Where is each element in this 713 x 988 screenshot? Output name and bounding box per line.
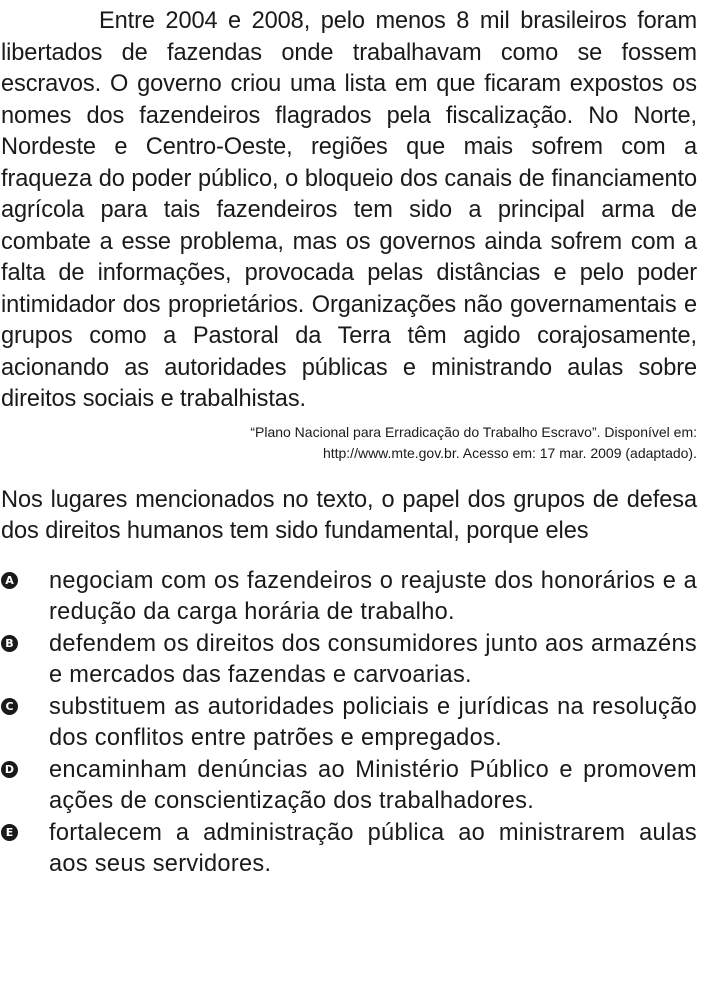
- answer-options: [1, 566, 697, 881]
- option-d-text: encaminham denúncias ao Ministério Público e promovem ações de conscientização dos trabalhadores.: [49, 756, 697, 814]
- option-c-letter-badge: C: [1, 698, 18, 715]
- option-e-text: fortalecem a administração pública ao ministrarem aulas aos seus servidores.: [49, 819, 697, 877]
- citation-line-1: “Plano Nacional para Erradicação do Trabalho Escravo”. Disponível em:: [250, 423, 697, 440]
- option-a-text: negociam com os fazendeiros o reajuste dos honorários e a redução da carga horária de trabalho.: [49, 567, 697, 625]
- option-d-letter-badge: D: [1, 761, 18, 778]
- option-b[interactable]: [1, 629, 697, 692]
- source-citation: [1, 422, 697, 464]
- passage-text: Entre 2004 e 2008, pelo menos 8 mil brasileiros foram libertados de fazendas onde trabalhavam como se fossem escravos. O governo criou uma lista em que ficaram expostos os nomes dos fazendeiros flagrados pela fiscalização. No Norte, Nordeste e Centro-Oeste, regiões que mais sofrem com a fraqueza do poder público, o bloqueio dos canais de financiamento agrícola para tais fazendeiros tem sido a principal arma de combate a esse problema, mas os governos ainda sofrem com a falta de informações, provocada pelas distâncias e pelo poder intimidador dos proprietários. Organizações não governamentais e grupos como a Pastoral da Terra têm agido corajosamente, acionando as autoridades públicas e ministrando aulas sobre direitos sociais e trabalhistas.: [1, 8, 697, 412]
- question-stem: Nos lugares mencionados no texto, o papel dos grupos de defesa dos direitos humanos tem sido fundamental, porque eles: [1, 486, 697, 544]
- option-d[interactable]: [1, 755, 697, 818]
- option-a-letter-badge: A: [1, 572, 18, 589]
- option-c-text: substituem as autoridades policiais e jurídicas na resolução dos conflitos entre patrões e empregados.: [49, 693, 697, 751]
- option-b-text: defendem os direitos dos consumidores junto aos armazéns e mercados das fazendas e carvoarias.: [49, 630, 697, 688]
- option-e[interactable]: [1, 818, 697, 881]
- option-c[interactable]: [1, 692, 697, 755]
- option-a[interactable]: [1, 566, 697, 629]
- citation-line-2: http://www.mte.gov.br. Acesso em: 17 mar. 2009 (adaptado).: [322, 444, 697, 461]
- option-b-letter-badge: B: [1, 635, 18, 652]
- option-e-letter-badge: E: [1, 824, 18, 841]
- question-page: [0, 6, 713, 988]
